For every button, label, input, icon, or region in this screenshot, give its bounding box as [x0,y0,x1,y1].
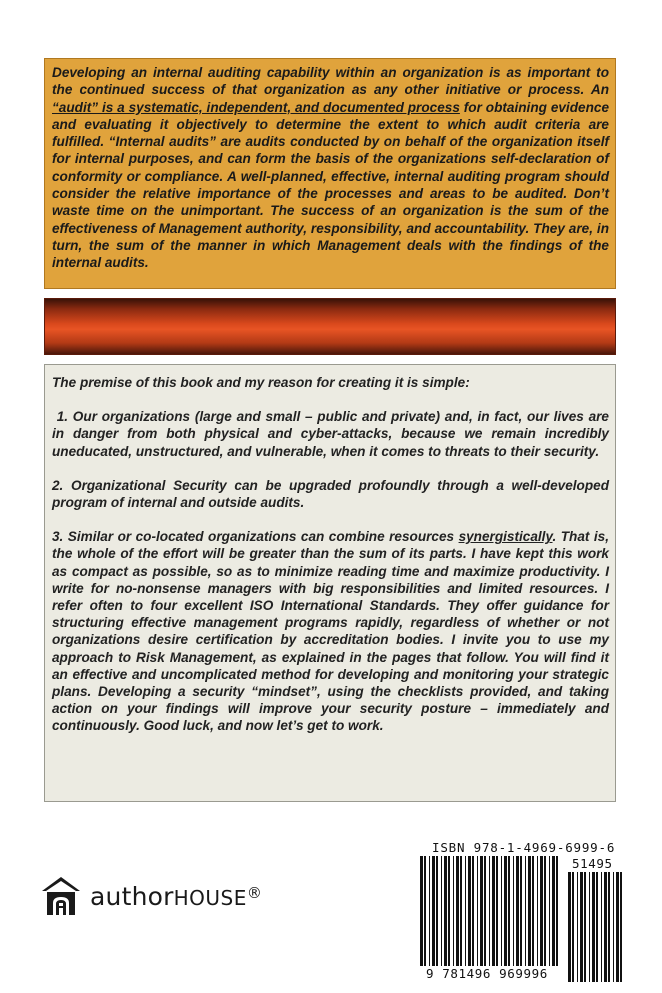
barcode-bar [465,856,466,966]
barcode-bar [572,872,574,982]
barcode-bar [484,856,486,966]
barcode-digits: 9 781496 969996 [426,966,548,981]
barcode-bar [456,856,459,966]
barcode-bar [441,856,442,966]
barcode-bar [520,856,522,966]
barcode-bar [489,856,490,966]
barcode-bar [492,856,495,966]
barcode-bar [480,856,483,966]
barcode-bar [477,856,478,966]
barcode-bar [525,856,526,966]
barcode-bar [444,856,447,966]
barcode-bar [549,856,550,966]
barcode-bar [580,872,583,982]
barcode-bar [516,856,519,966]
barcode-bar [504,856,507,966]
barcode-bar [604,872,607,982]
barcode-bar [532,856,534,966]
barcode-bar [436,856,438,966]
barcode-bar [420,856,423,966]
isbn-barcode [400,838,622,984]
barcode-bar [596,872,598,982]
blurb-text: Developing an internal auditing capability within an organization is as important to the continued success of that organization as any other initiative or process. An “audit” is a systematic, independent, and documented process for obtaining evidence and evaluating it objectively to determine the extent to which audit criteria are fulfilled. “Internal audits” are audits conducted by on behalf of the organization itself for internal purposes, and can form the basis of the organizations self-declaration of conformity or compliance. A well-planned, effective, internal auditing program should consider the relative importance of the processes and areas to be audited. Don’t waste time on the unimportant. The success of an organization is the sum of the effectiveness of Management authority, responsibility, and accountability. They are, in turn, the sum of the manner in which Management deals with the findings of the internal audits. [52,65,609,271]
barcode-bar [616,872,619,982]
barcode-bar [501,856,502,966]
publisher-logo [40,874,262,918]
barcode-bar [429,856,430,966]
barcode-bar [620,872,622,982]
premise-point-1: 1. Our organizations (large and small – public and private) and, in fact, our lives are in danger from both physical and cyber-attacks, because we remain incredibly uneducated, unstructured, and vulnerable, when it comes to threats to their security. [52,409,609,459]
barcode-bar [592,872,595,982]
barcode-bar [540,856,543,966]
barcode-bar [584,872,586,982]
barcode-bar [496,856,498,966]
premise-intro: The premise of this book and my reason for creating it is simple: [52,375,470,390]
barcode-bar [432,856,435,966]
publisher-name: authorHOUSE® [90,881,263,911]
barcode-bar [448,856,450,966]
barcode-bar [537,856,538,966]
barcode-bar [468,856,471,966]
authorhouse-logo-icon [40,875,82,917]
barcode-bar [528,856,531,966]
barcode-bar [601,872,602,982]
isbn-label: ISBN 978-1-4969-6999-6 [432,840,616,855]
barcode-bar [472,856,474,966]
barcode-bar [568,872,571,982]
barcode-bar [613,872,614,982]
barcode-bar [508,856,510,966]
barcode-bar [453,856,454,966]
decorative-gradient-bar [44,298,616,355]
audit-definition: “audit” is a systematic, independent, and documented process [52,99,460,115]
back-cover-blurb [44,58,616,289]
barcode-bar [556,856,558,966]
premise-point-3: 3. Similar or co-located organizations can combine resources synergistically. That is, the whole of the effort will be greater than the sum of its parts. I have kept this work as compact as possible, so as to minimize reading time and maximize productivity. I write for no-nonsense managers with big responsibilities and limited resources. I refer often to four excellent ISO International Standards. They offer guidance for structuring effective management programs rapidly, regardless of whether or not organizations desire certification by accreditation bodies. I invite you to use my approach to Risk Management, as explained in the pages that follow. You will find it an effective and uncomplicated method for developing and monitoring your strategic plans. Developing a security “mindset”, using the checklists provided, and taking action on your findings will improve your security posture – immediately and continuously. Good luck, and now let’s get to work. [52,529,610,734]
barcode-bar [589,872,590,982]
barcode-bar [424,856,426,966]
barcode-bar [513,856,514,966]
addon-code: 51495 [572,856,613,871]
premise-point-2: 2. Organizational Security can be upgraded profoundly through a well-developed program of internal and outside audits. [52,477,609,511]
barcode-bar [544,856,546,966]
barcode-bar [577,872,578,982]
premise-box [44,364,616,802]
barcode-bar [552,856,555,966]
barcode-bar [608,872,610,982]
barcode-bar [460,856,462,966]
